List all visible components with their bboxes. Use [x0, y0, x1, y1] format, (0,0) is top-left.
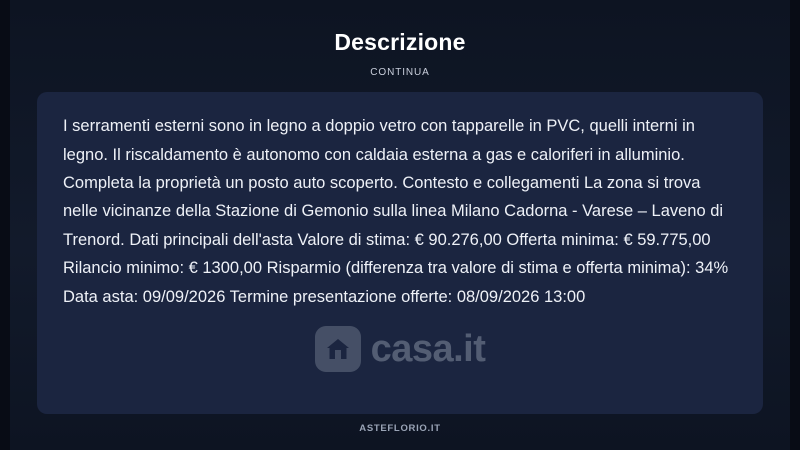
watermark-text: casa.it [370, 328, 486, 371]
right-letterbox-edge [790, 0, 800, 450]
casa-it-watermark [37, 326, 763, 372]
description-paragraph: I serramenti esterni sono in legno a doppio vetro con tapparelle in PVC, quelli interni in legno. Il riscaldamento è autonomo con caldaia esterna a gas e caloriferi in alluminio. Completa la proprietà un posto auto scoperto. Contesto e collegamenti La zona si trova nelle vicinanze della Stazione di Gemonio sulla linea Milano Cadorna - Varese – Laveno di Trenord. Dati principali dell'asta Valore di stima: € 90.276,00 Offerta minima: € 59.775,00 Rilancio minimo: € 1300,00 Risparmio (differenza tra valore di stima e offerta minima): 34% Data asta: 09/09/2026 Termine presentazione offerte: 08/09/2026 13:00 [63, 117, 729, 306]
continue-label[interactable]: CONTINUA [370, 67, 430, 79]
description-card [37, 92, 763, 414]
left-letterbox-edge [0, 0, 10, 450]
page-header [0, 0, 800, 78]
house-logo-icon [315, 326, 361, 372]
page-title: Descrizione [334, 29, 466, 55]
footer-brand: ASTEFLORIO.IT [359, 423, 441, 434]
page-footer [0, 418, 800, 450]
